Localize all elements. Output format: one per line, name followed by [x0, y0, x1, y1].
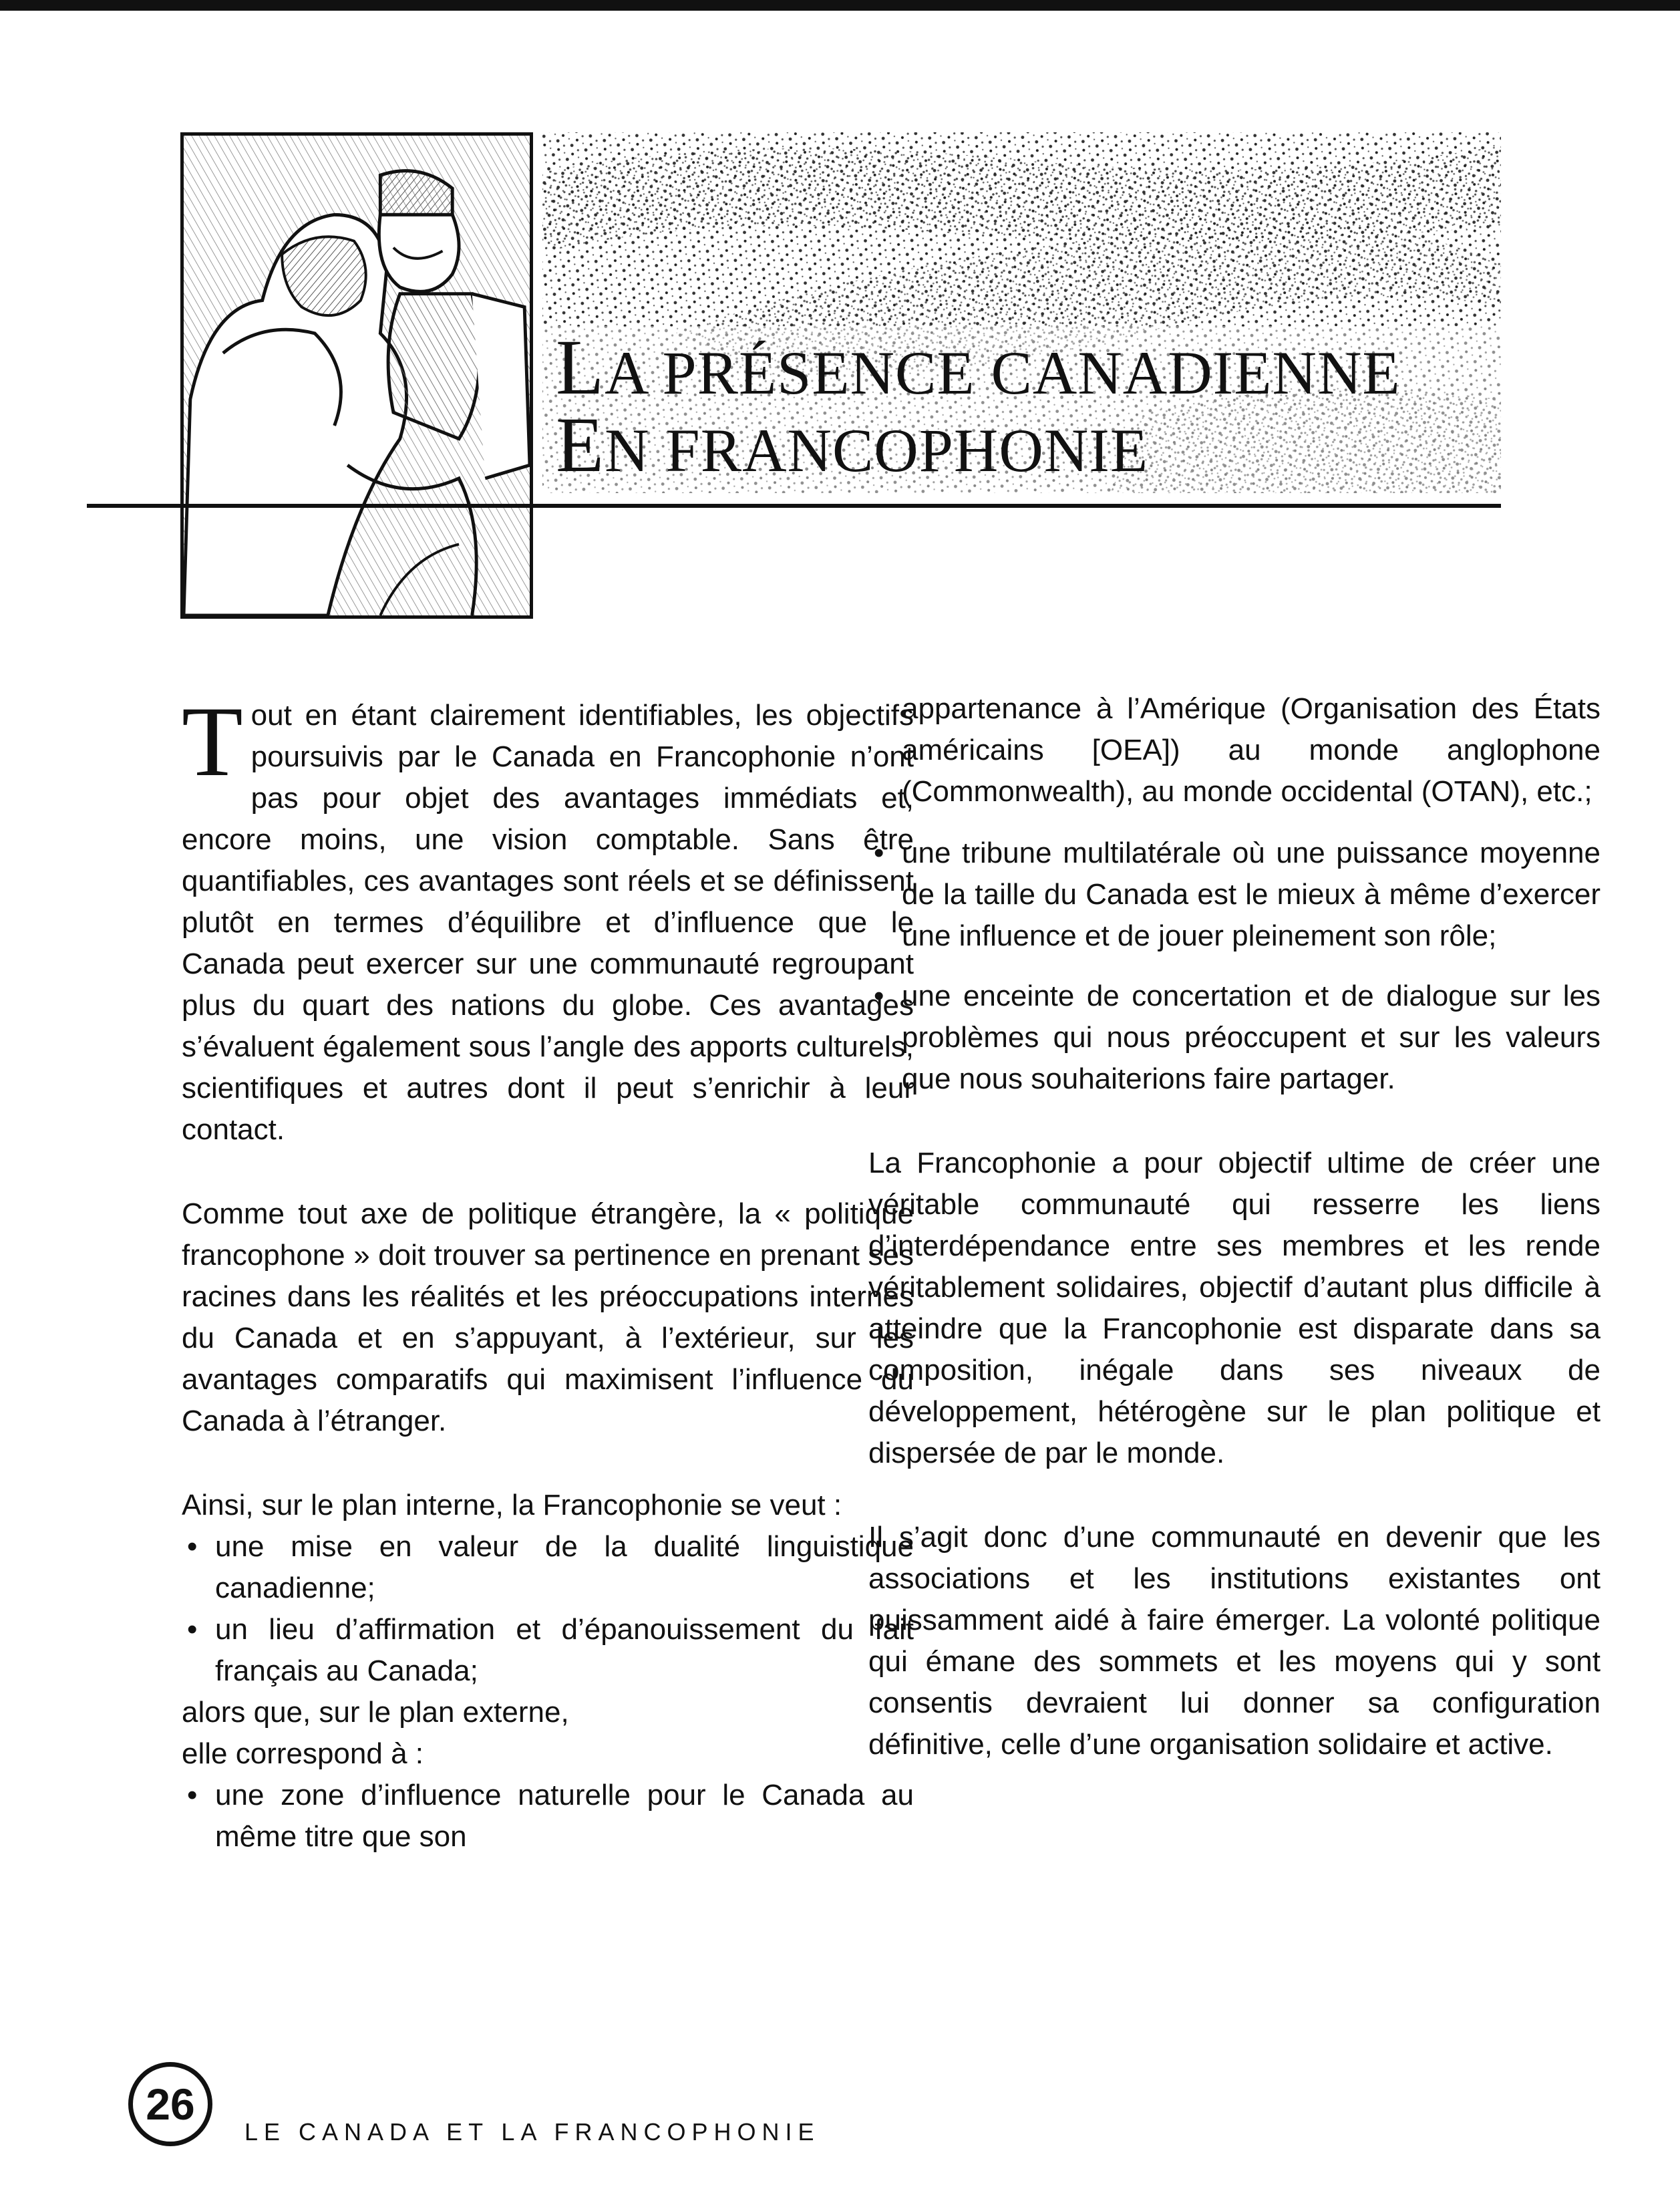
intro-paragraph [182, 686, 914, 1151]
list-item: • une enceinte de concertation et de dialogue sur les problèmes qui nous préoccupent et sur les valeurs que nous souhaiterions faire partager. [868, 976, 1601, 1100]
continuation-paragraph: appartenance à l’Amérique (Organisation des États américains [OEA]) au monde anglophone (Commonwealth), au monde occidental (OTAN), etc.; [902, 692, 1601, 808]
list-item: • une zone d’influence naturelle pour le Canada au même titre que son [182, 1775, 914, 1858]
left-column [182, 686, 914, 1858]
drop-cap: T [182, 686, 243, 797]
external-bullet-list [182, 1775, 914, 1858]
title-banner [542, 132, 1501, 493]
external-bullet-list-continued [868, 833, 1601, 1100]
title-line-2: EN FRANCOPHONIE [556, 401, 1149, 488]
intro-text: out en étant clairement identifiables, les objectifs poursuivis par le Canada en Francophonie n’ont pas pour objet des avantages immédiats et, encore moins, une vision comptable. Sans être quantifiables, ces avantages sont réels et se définissent plutôt en termes d’équilibre et d’influence que le Canada peut exercer sur une communauté regroupant plus du quart des nations du globe. Ces avantages s’évaluent également sous l’angle des apports culturels, scientifiques et autres dont il peut s’enrichir à leur contact. [182, 699, 914, 1146]
running-title: LE CANADA ET LA FRANCOPHONIE [244, 2118, 820, 2146]
community-paragraph: Il s’agit donc d’une communauté en devenir que les associations et les institutions existantes ont puissamment aidé à faire émerger. La volonté politique qui émane des sommets et les moyens qui y sont consentis devraient lui donner sa configuration définitive, celle d’une organisation solidaire et active. [868, 1521, 1601, 1761]
list-item: • un lieu d’affirmation et d’épanouissement du fait français au Canada; [182, 1609, 914, 1692]
page-title [556, 323, 1401, 488]
list-item: • une mise en valeur de la dualité linguistique canadienne; [182, 1526, 914, 1609]
internal-bullet-list [182, 1526, 914, 1692]
list-item: • une tribune multilatérale où une puissance moyenne de la taille du Canada est le mieux à même d’exercer une influence et de jouer pleinement son rôle; [868, 833, 1601, 957]
top-border [0, 0, 1680, 11]
people-illustration [180, 132, 533, 619]
objective-paragraph: La Francophonie a pour objectif ultime de créer une véritable communauté qui resserre les liens d’interdépendance entre ses membres et les rende véritablement solidaires, objectif d’autant plus difficile à atteindre que la Francophonie est disparate dans sa composition, inégale dans ses niveaux de développement, hétérogène sur le plan politique et dispersée de par le monde. [868, 1147, 1601, 1469]
policy-paragraph: Comme tout axe de politique étrangère, la « politique francophone » doit trouver sa pertinence en prenant ses racines dans les réalités et les préoccupations internes du Canada et en s’appuyant, à l’extérieur, sur les avantages comparatifs qui maximisent l’influence du Canada à l’étranger. [182, 1197, 914, 1437]
external-intro: alors que, sur le plan externe, elle correspond à : [182, 1696, 569, 1770]
page-number-badge [128, 2062, 212, 2146]
right-column [868, 688, 1601, 1808]
title-rule [87, 504, 1501, 508]
page-number: 26 [146, 2079, 195, 2129]
illustration-drawing [184, 136, 530, 615]
internal-intro: Ainsi, sur le plan interne, la Francophonie se veut : [182, 1489, 842, 1521]
title-line-1: LA PRÉSENCE CANADIENNE [556, 323, 1401, 411]
